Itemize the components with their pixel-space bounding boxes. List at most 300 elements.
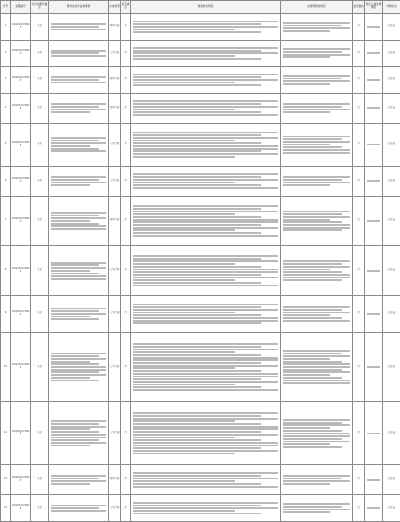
text-line (283, 353, 342, 355)
text-line (51, 507, 99, 509)
text-line (133, 378, 261, 380)
text-line (133, 437, 235, 439)
cell-no: 12 (1, 465, 11, 495)
cell-account (365, 14, 383, 41)
text-line (133, 47, 278, 49)
cell-type: 噪声污染 (109, 67, 121, 94)
cell-problem: 否 (353, 166, 365, 196)
cell-result (131, 465, 281, 495)
cell-region: 市北 (31, 296, 49, 333)
text-line (51, 179, 99, 181)
cell-status: 已办结 (383, 332, 400, 402)
text-line (51, 55, 106, 57)
text-line (133, 29, 235, 31)
text-line (51, 428, 90, 430)
text-line (283, 263, 342, 265)
text-line (133, 445, 278, 447)
cell-handling (281, 166, 353, 196)
cell-account (365, 332, 383, 402)
cell-priority: 否 (121, 67, 131, 94)
cell-handling (281, 14, 353, 41)
text-line (133, 52, 278, 54)
text-line (283, 314, 330, 316)
text-line (283, 56, 330, 58)
table-row (1, 296, 400, 333)
text-line (51, 228, 106, 230)
text-line (133, 282, 261, 284)
text-line (133, 478, 278, 480)
text-line (51, 310, 99, 312)
text-line (283, 433, 350, 435)
text-line (133, 349, 278, 351)
text-line (283, 266, 350, 268)
text-line (283, 361, 342, 363)
text-line (133, 415, 261, 417)
cell-region: 市北 (31, 402, 49, 465)
text-line (367, 479, 380, 481)
text-line (283, 271, 342, 273)
text-line (133, 137, 278, 139)
cell-problem: 否 (353, 123, 365, 166)
cell-result (131, 296, 281, 333)
text-line (283, 229, 342, 231)
text-line (283, 427, 330, 429)
text-line (133, 219, 278, 221)
text-line (283, 483, 330, 485)
cell-handling (281, 465, 353, 495)
text-line (51, 262, 106, 264)
cell-content (49, 40, 109, 67)
text-line (283, 224, 350, 226)
text-line (51, 184, 90, 186)
cell-account (365, 166, 383, 196)
text-line (133, 182, 235, 184)
cell-content (49, 246, 109, 296)
text-line (283, 511, 330, 513)
text-line (367, 270, 380, 272)
text-line (367, 366, 380, 368)
cell-content (49, 332, 109, 402)
text-line (133, 423, 261, 425)
text-line (133, 439, 261, 441)
cell-priority: 否 (121, 246, 131, 296)
text-line (283, 146, 342, 148)
text-line (51, 23, 106, 25)
text-line (133, 258, 261, 260)
text-line (51, 148, 99, 150)
text-line (51, 420, 106, 422)
cell-account (365, 495, 383, 522)
cell-region: 市北 (31, 196, 49, 246)
text-line (51, 369, 106, 371)
text-line (133, 269, 278, 271)
text-line (133, 447, 261, 449)
cell-priority: 否 (121, 123, 131, 166)
cell-content (49, 495, 109, 522)
cell-problem: 否 (353, 296, 365, 333)
text-line (283, 219, 330, 221)
cell-no: 10 (1, 332, 11, 402)
text-line (283, 306, 350, 308)
cell-result (131, 495, 281, 522)
text-line (133, 274, 261, 276)
text-line (133, 55, 235, 57)
text-line (133, 442, 278, 444)
text-line (51, 275, 106, 277)
cell-content (49, 402, 109, 465)
cell-priority: 否 (121, 93, 131, 123)
text-line (283, 111, 330, 113)
text-line (51, 273, 99, 275)
text-line (283, 438, 342, 440)
text-line (283, 25, 342, 27)
text-line (133, 100, 278, 102)
text-line (283, 422, 342, 424)
cell-status: 已办结 (383, 93, 400, 123)
text-line (51, 264, 99, 266)
header-no: 序号 (1, 1, 11, 14)
cell-priority: 否 (121, 495, 131, 522)
text-line (283, 435, 350, 437)
text-line (133, 150, 261, 152)
cell-handling (281, 40, 353, 67)
table-row (1, 166, 400, 196)
text-line (133, 412, 278, 414)
cell-region: 市北 (31, 495, 49, 522)
text-line (51, 142, 106, 144)
cell-no: 13 (1, 495, 11, 522)
text-line (283, 176, 350, 178)
cell-content (49, 123, 109, 166)
cell-problem: 否 (353, 196, 365, 246)
text-line (51, 505, 106, 507)
text-line (133, 365, 278, 367)
cell-type: 大气污染 (109, 402, 121, 465)
cell-result (131, 123, 281, 166)
text-line (51, 140, 99, 142)
text-line (283, 371, 350, 373)
cell-result (131, 40, 281, 67)
cell-type: 大气污染 (109, 123, 121, 166)
text-line (283, 182, 350, 184)
cell-content (49, 465, 109, 495)
header-type: 污染类型 (109, 1, 121, 14)
text-line (133, 370, 261, 372)
text-line (133, 106, 278, 108)
text-line (283, 103, 350, 105)
text-line (133, 434, 278, 436)
text-line (133, 351, 235, 353)
text-line (133, 50, 261, 52)
cell-no: 3 (1, 67, 11, 94)
cell-type: 大气污染 (109, 166, 121, 196)
text-line (133, 145, 278, 147)
text-line (51, 313, 106, 315)
text-line (283, 430, 342, 432)
cell-priority: 否 (121, 332, 131, 402)
text-line (133, 505, 261, 507)
cell-result (131, 14, 281, 41)
text-line (283, 136, 350, 138)
text-line (283, 443, 330, 445)
text-line (133, 173, 278, 175)
text-line (51, 374, 106, 376)
text-line (51, 103, 106, 105)
cell-account (365, 123, 383, 166)
text-line (283, 475, 350, 477)
text-line (133, 426, 278, 428)
cell-account (365, 402, 383, 465)
text-line (283, 366, 350, 368)
cell-priority: 否 (121, 196, 131, 246)
cell-result (131, 166, 281, 196)
text-line (367, 107, 380, 109)
text-line (283, 184, 330, 186)
header-content: 群众信访件反映事项 (49, 1, 109, 14)
text-line (133, 373, 278, 375)
cell-status: 已办结 (383, 14, 400, 41)
text-line (283, 355, 350, 357)
text-line (133, 21, 278, 23)
cell-no: 4 (1, 93, 11, 123)
text-line (133, 153, 278, 155)
text-line (283, 221, 342, 223)
text-line (133, 450, 278, 452)
text-line (51, 215, 99, 217)
text-line (133, 420, 235, 422)
text-line (283, 350, 350, 352)
cell-priority: 否 (121, 40, 131, 67)
text-line (133, 384, 235, 386)
text-line (51, 111, 90, 113)
text-line (283, 138, 342, 140)
cell-handling (281, 332, 353, 402)
cell-handling (281, 495, 353, 522)
text-line (51, 212, 106, 214)
text-line (283, 269, 330, 271)
text-line (283, 54, 350, 56)
header-handling: 处理和整改情况 (281, 1, 353, 14)
text-line (283, 446, 342, 448)
text-line (51, 225, 106, 227)
text-line (133, 306, 261, 308)
cell-content (49, 296, 109, 333)
text-line (133, 84, 261, 86)
text-line (133, 26, 278, 28)
text-line (133, 359, 278, 361)
cell-region: 市北 (31, 166, 49, 196)
text-line (133, 132, 278, 134)
cell-case-no: D1QZ20170805 (11, 123, 31, 166)
text-line (133, 58, 261, 60)
text-line (283, 317, 342, 319)
text-line (51, 442, 106, 444)
text-line (283, 312, 350, 314)
text-line (367, 26, 380, 28)
cell-account (365, 246, 383, 296)
text-line (51, 445, 90, 447)
cell-case-no: D1QZ20170805 (11, 495, 31, 522)
header-account: 责任人被处理情况 (365, 1, 383, 14)
cell-handling (281, 93, 353, 123)
cell-status: 已办结 (383, 123, 400, 166)
text-line (51, 358, 106, 360)
cell-priority: 否 (121, 166, 131, 196)
table-row (1, 465, 400, 495)
text-line (51, 76, 106, 78)
text-line (133, 266, 261, 268)
text-line (283, 380, 350, 382)
text-line (283, 30, 330, 32)
text-line (51, 510, 106, 512)
header-region: 交办问题所属区 (31, 1, 49, 14)
text-line (133, 418, 278, 420)
text-line (133, 23, 261, 25)
text-line (283, 419, 350, 421)
text-line (51, 82, 106, 84)
text-line (133, 187, 278, 189)
text-line (367, 220, 380, 222)
cell-region: 市北 (31, 123, 49, 166)
cell-type: 大气污染 (109, 495, 121, 522)
text-line (283, 377, 342, 379)
text-line (283, 149, 350, 151)
cell-type: 噪声污染 (109, 465, 121, 495)
text-line (133, 362, 261, 364)
text-line (133, 304, 278, 306)
cell-result (131, 332, 281, 402)
text-line (133, 346, 261, 348)
text-line (283, 51, 342, 53)
text-line (133, 235, 278, 237)
text-line (51, 50, 106, 52)
cell-problem: 否 (353, 40, 365, 67)
text-line (283, 363, 350, 365)
text-line (367, 433, 380, 435)
text-line (51, 483, 90, 485)
text-line (133, 513, 261, 515)
cell-status: 已办结 (383, 166, 400, 196)
cell-problem: 否 (353, 465, 365, 495)
text-line (51, 267, 106, 269)
cell-problem: 否 (353, 495, 365, 522)
text-line (51, 377, 90, 379)
text-line (283, 274, 350, 276)
text-line (133, 213, 235, 215)
text-line (133, 376, 278, 378)
text-line (133, 227, 278, 229)
text-line (283, 213, 342, 215)
text-line (283, 478, 342, 480)
text-line (133, 179, 278, 181)
cell-type: 大气污染 (109, 246, 121, 296)
text-line (133, 357, 278, 359)
text-line (133, 260, 278, 262)
text-line (51, 439, 99, 441)
cell-region: 市北 (31, 93, 49, 123)
text-line (367, 313, 380, 315)
text-line (283, 211, 350, 213)
cell-type: 大气污染 (109, 332, 121, 402)
header-result: 调查核实情况 (131, 1, 281, 14)
cell-case-no: D1QZ20170805 (11, 332, 31, 402)
text-line (133, 142, 261, 144)
text-line (51, 223, 99, 225)
cell-status: 已办结 (383, 402, 400, 465)
text-line (133, 486, 278, 488)
text-line (367, 180, 380, 182)
cell-no: 1 (1, 14, 11, 41)
text-line (283, 509, 350, 511)
text-line (283, 279, 342, 281)
text-line (51, 437, 106, 439)
cell-case-no: D1QZ20170805 (11, 296, 31, 333)
text-line (133, 343, 278, 345)
text-line (133, 221, 278, 223)
cell-problem: 否 (353, 14, 365, 41)
text-line (133, 510, 235, 512)
text-line (51, 380, 99, 382)
text-line (133, 322, 261, 324)
text-line (283, 78, 342, 80)
text-line (133, 285, 278, 287)
text-line (133, 232, 261, 234)
text-line (133, 472, 278, 474)
header-case-no: 受理编号 (11, 1, 31, 14)
cell-case-no: D1QZ20170805 (11, 196, 31, 246)
cell-no: 7 (1, 196, 11, 246)
cell-problem: 否 (353, 67, 365, 94)
table-row (1, 123, 400, 166)
table-row (1, 402, 400, 465)
text-line (51, 150, 106, 152)
cell-account (365, 67, 383, 94)
text-line (283, 441, 350, 443)
cell-region: 市北 (31, 67, 49, 94)
text-line (51, 278, 106, 280)
table-row (1, 495, 400, 522)
text-line (133, 386, 261, 388)
cell-case-no: D1QZ20170805 (11, 40, 31, 67)
cell-priority: 否 (121, 465, 131, 495)
table-row (1, 67, 400, 94)
cell-account (365, 465, 383, 495)
text-line (283, 320, 350, 322)
text-line (133, 389, 278, 391)
text-line (133, 475, 261, 477)
text-line (283, 309, 342, 311)
cell-region: 市北 (31, 40, 49, 67)
cell-problem: 否 (353, 246, 365, 296)
text-line (283, 27, 350, 29)
text-line (367, 144, 380, 146)
cell-case-no: D1QZ20170805 (11, 246, 31, 296)
cell-result (131, 246, 281, 296)
text-line (51, 318, 99, 320)
cell-type: 大气污染 (109, 40, 121, 67)
table-row (1, 196, 400, 246)
text-line (133, 205, 278, 207)
text-line (133, 111, 261, 113)
text-line (283, 506, 342, 508)
text-line (283, 480, 350, 482)
cell-content (49, 166, 109, 196)
cell-account (365, 40, 383, 67)
cell-result (131, 402, 281, 465)
cell-account (365, 196, 383, 246)
cell-status: 已办结 (383, 40, 400, 67)
text-line (51, 371, 99, 373)
